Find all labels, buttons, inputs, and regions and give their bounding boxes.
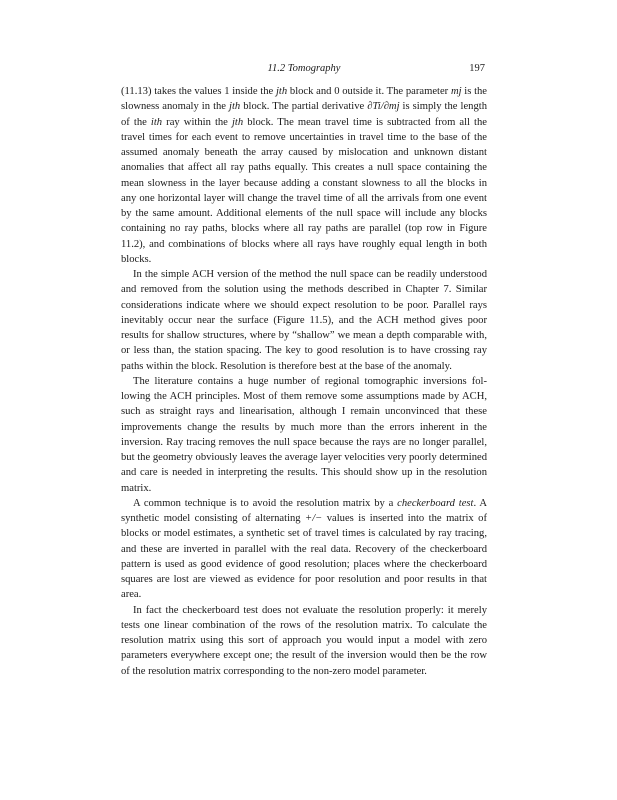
- text-run: ray within the: [162, 116, 232, 128]
- text-run: A common technique is to avoid the resolution matrix by a: [133, 497, 398, 509]
- text-run: block. The partial derivative: [240, 101, 368, 113]
- text-run: (11.13) takes the values 1 inside the: [121, 86, 276, 97]
- paragraph-4: [121, 496, 487, 603]
- text-run: is the slowness anomaly in the: [121, 86, 488, 113]
- text-run: block. The mean travel time is subtracted from all the travel times for each event to remove uncertainties in travel time to the base of the assumed anomaly beneath the array caused by mislocation and unknown distant anomalies that affect all ray paths equally. This creates a null space containing the mean slowness in the layer because adding a constant slowness to all the blocks in any one horizontal layer will change the travel time of all the arrivals from one event by the same amount. Additional elements of the null space will include any blocks containing no ray paths, blocks where all ray paths are parallel (top row in Figure 11.2), and combinations of blocks where all rays have roughly equal length in both blocks.: [121, 116, 487, 265]
- math-symbol: jth: [231, 116, 244, 128]
- running-head: [121, 62, 487, 76]
- math-symbol: +/−: [305, 513, 323, 524]
- page-number: 197: [469, 63, 485, 74]
- math-symbol: jth: [275, 86, 288, 97]
- math-symbol: ith: [150, 116, 163, 128]
- text-run: values is inserted into the matrix of blocks or model estimates, a synthetic set of travel times is calculated by ray tracing, and these are inverted in parallel with the real data. Recovery of the checkerboard pattern is used as good evidence of good resolution; places where the checkerboard squares are lost are viewed as evidence for poor resolution and poor results in that area.: [121, 513, 487, 601]
- math-symbol: mj: [450, 86, 462, 97]
- section-title: 11.2 Tomography: [267, 63, 341, 74]
- paragraph-3: The literature contains a huge number of regional tomographic inversions following the ACH principles. Most of them remove some assumptions made by ACH, such as straight rays and linearisation, although I remain unconvinced that these improvements change the results by much more than the errors inherent in the inversion. Ray tracing removes the null space because the rays are no longer parallel, but the geometry obviously leaves the average layer velocities very poorly determined and care is needed in interpreting the results. This should show up in the resolution matrix.: [121, 375, 487, 494]
- paragraph-5: In fact the checkerboard test does not evaluate the resolution properly: it merely tests one linear combination of the rows of the resolution matrix. To calculate the resolution matrix using this sort of approach you would input a model with zero parameters everywhere except one; the result of the inversion would then be the row of the resolution matrix corresponding to the non-zero model parameter.: [121, 604, 487, 677]
- text-run: block and 0 outside it. The parameter: [287, 86, 451, 97]
- paragraph-1: [121, 84, 487, 267]
- body-text: [121, 84, 487, 679]
- math-symbol: jth: [229, 101, 241, 113]
- text-run: is simply the length of the: [121, 101, 487, 128]
- math-symbol: ∂Ti/∂mj: [367, 101, 400, 113]
- emphasis: checkerboard test: [397, 497, 474, 509]
- text-run: . A synthetic model consisting of alternating: [121, 497, 487, 524]
- paragraph-2: In the simple ACH version of the method the null space can be readily understood and removed from the solution using the methods described in Chapter 7. Similar considerations indicate where we should expect resolution to be poor. Parallel rays inevitably occur near the surface (Figure 11.5), and the ACH method gives poor results for shallow structures, where by “shallow” we mean a depth comparable with, or less than, the station spacing. The key to good resolution is to have crossing ray paths within the block. Resolution is therefore best at the base of the anomaly.: [121, 269, 487, 372]
